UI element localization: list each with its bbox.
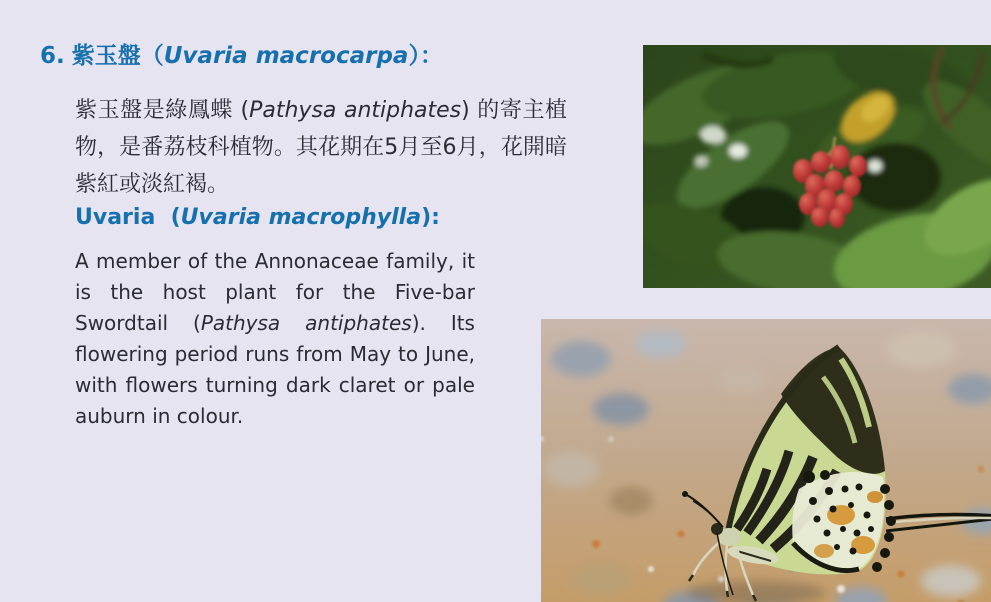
section-heading-en-colon: ): [421,205,440,230]
latin-name-en-heading: Uvaria macrophylla [180,205,422,230]
butterfly-photo [541,319,991,602]
paragraph-zh [75,92,567,203]
paragraph-en [75,246,567,432]
section-heading-zh-text: 紫玉盤（ [71,43,164,70]
plant-photo-graphic [643,45,991,288]
latin-name-en-paragraph: Pathysa antiphates [200,311,412,335]
section-heading-zh [40,37,443,70]
paragraph-zh-part2: ) 的寄主植物，是番荔枝科植物。其花期在5月至6月，花開暗紫紅或淡紅褐。 [75,98,568,197]
latin-name-zh-paragraph: Pathysa antiphates [249,98,462,123]
paragraph-zh-part1: 紫玉盤是綠鳳蝶 ( [75,98,250,123]
butterfly-photo-graphic [541,319,991,602]
section-heading-en-text: Uvaria ( [75,205,181,230]
latin-name-zh-heading: Uvaria macrocarpa [163,43,409,70]
section-heading-en [75,205,440,230]
section-number: 6. [40,43,65,70]
plant-photo [643,45,991,288]
section-heading-zh-colon: ）： [408,43,443,70]
paragraph-en-part2: ). Its flowering period runs from May to June, with flowers turning dark claret or pale auburn in colour. [75,311,475,428]
paragraph-en-part1: A member of the Annonaceae family, it is the host plant for the Five-bar Swordtail ( [75,249,475,335]
